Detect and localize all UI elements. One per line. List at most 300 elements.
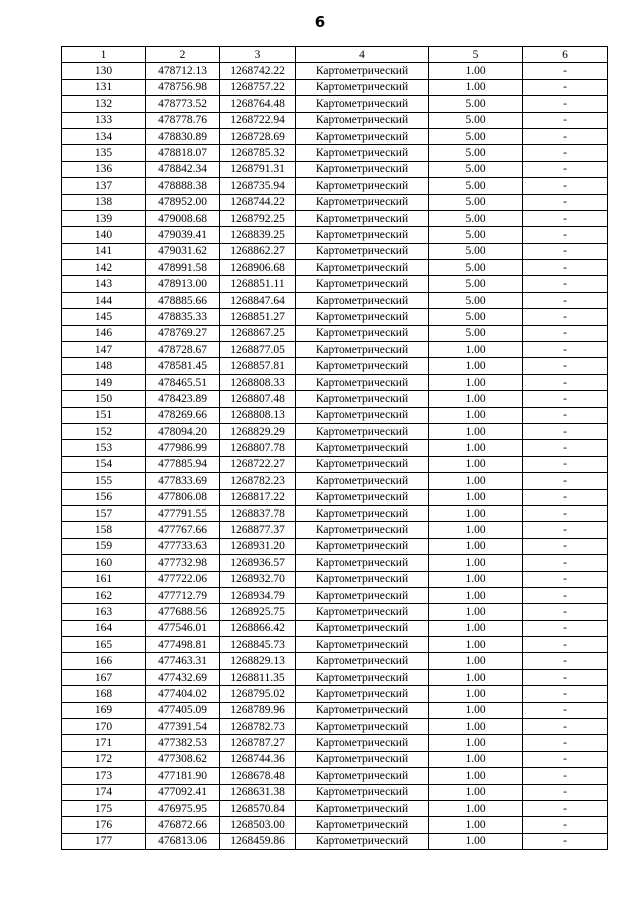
table-row bbox=[62, 800, 608, 816]
point-number-cell: 143 bbox=[62, 276, 146, 292]
y-coordinate-cell: 1268787.27 bbox=[220, 735, 296, 751]
column-header: 3 bbox=[220, 47, 296, 63]
y-coordinate-cell: 1268934.79 bbox=[220, 587, 296, 603]
point-number-cell: 145 bbox=[62, 309, 146, 325]
method-cell: Картометрический bbox=[296, 817, 429, 833]
description-cell: - bbox=[523, 784, 608, 800]
accuracy-cell: 1.00 bbox=[429, 391, 523, 407]
description-cell: - bbox=[523, 686, 608, 702]
description-cell: - bbox=[523, 194, 608, 210]
x-coordinate-cell: 477722.06 bbox=[146, 571, 220, 587]
description-cell: - bbox=[523, 96, 608, 112]
description-cell: - bbox=[523, 374, 608, 390]
accuracy-cell: 1.00 bbox=[429, 587, 523, 603]
point-number-cell: 156 bbox=[62, 489, 146, 505]
description-cell: - bbox=[523, 79, 608, 95]
point-number-cell: 130 bbox=[62, 63, 146, 79]
accuracy-cell: 1.00 bbox=[429, 817, 523, 833]
method-cell: Картометрический bbox=[296, 637, 429, 653]
y-coordinate-cell: 1268837.78 bbox=[220, 505, 296, 521]
x-coordinate-cell: 476813.06 bbox=[146, 833, 220, 849]
accuracy-cell: 5.00 bbox=[429, 145, 523, 161]
x-coordinate-cell: 477092.41 bbox=[146, 784, 220, 800]
method-cell: Картометрический bbox=[296, 145, 429, 161]
table-row bbox=[62, 686, 608, 702]
method-cell: Картометрический bbox=[296, 292, 429, 308]
y-coordinate-cell: 1268808.33 bbox=[220, 374, 296, 390]
method-cell: Картометрический bbox=[296, 194, 429, 210]
table-row bbox=[62, 833, 608, 849]
accuracy-cell: 1.00 bbox=[429, 719, 523, 735]
description-cell: - bbox=[523, 210, 608, 226]
description-cell: - bbox=[523, 620, 608, 636]
table-row bbox=[62, 538, 608, 554]
accuracy-cell: 1.00 bbox=[429, 505, 523, 521]
point-number-cell: 134 bbox=[62, 128, 146, 144]
point-number-cell: 144 bbox=[62, 292, 146, 308]
x-coordinate-cell: 478094.20 bbox=[146, 423, 220, 439]
point-number-cell: 159 bbox=[62, 538, 146, 554]
method-cell: Картометрический bbox=[296, 309, 429, 325]
y-coordinate-cell: 1268735.94 bbox=[220, 178, 296, 194]
x-coordinate-cell: 477688.56 bbox=[146, 604, 220, 620]
x-coordinate-cell: 477391.54 bbox=[146, 719, 220, 735]
y-coordinate-cell: 1268782.23 bbox=[220, 473, 296, 489]
accuracy-cell: 1.00 bbox=[429, 538, 523, 554]
x-coordinate-cell: 477546.01 bbox=[146, 620, 220, 636]
x-coordinate-cell: 478830.89 bbox=[146, 128, 220, 144]
table-row bbox=[62, 456, 608, 472]
accuracy-cell: 5.00 bbox=[429, 325, 523, 341]
accuracy-cell: 5.00 bbox=[429, 161, 523, 177]
accuracy-cell: 5.00 bbox=[429, 112, 523, 128]
accuracy-cell: 1.00 bbox=[429, 456, 523, 472]
table-row bbox=[62, 571, 608, 587]
method-cell: Картометрический bbox=[296, 571, 429, 587]
x-coordinate-cell: 477181.90 bbox=[146, 768, 220, 784]
column-header: 5 bbox=[429, 47, 523, 63]
y-coordinate-cell: 1268839.25 bbox=[220, 227, 296, 243]
description-cell: - bbox=[523, 325, 608, 341]
x-coordinate-cell: 477432.69 bbox=[146, 669, 220, 685]
y-coordinate-cell: 1268931.20 bbox=[220, 538, 296, 554]
description-cell: - bbox=[523, 800, 608, 816]
point-number-cell: 139 bbox=[62, 210, 146, 226]
accuracy-cell: 1.00 bbox=[429, 489, 523, 505]
method-cell: Картометрический bbox=[296, 178, 429, 194]
y-coordinate-cell: 1268570.84 bbox=[220, 800, 296, 816]
accuracy-cell: 1.00 bbox=[429, 358, 523, 374]
y-coordinate-cell: 1268757.22 bbox=[220, 79, 296, 95]
y-coordinate-cell: 1268678.48 bbox=[220, 768, 296, 784]
x-coordinate-cell: 478756.98 bbox=[146, 79, 220, 95]
point-number-cell: 149 bbox=[62, 374, 146, 390]
accuracy-cell: 1.00 bbox=[429, 522, 523, 538]
method-cell: Картометрический bbox=[296, 456, 429, 472]
description-cell: - bbox=[523, 63, 608, 79]
description-cell: - bbox=[523, 702, 608, 718]
table-row bbox=[62, 440, 608, 456]
y-coordinate-cell: 1268742.22 bbox=[220, 63, 296, 79]
table-row bbox=[62, 178, 608, 194]
x-coordinate-cell: 477733.63 bbox=[146, 538, 220, 554]
x-coordinate-cell: 478581.45 bbox=[146, 358, 220, 374]
method-cell: Картометрический bbox=[296, 555, 429, 571]
point-number-cell: 154 bbox=[62, 456, 146, 472]
description-cell: - bbox=[523, 833, 608, 849]
description-cell: - bbox=[523, 489, 608, 505]
method-cell: Картометрический bbox=[296, 489, 429, 505]
method-cell: Картометрический bbox=[296, 210, 429, 226]
accuracy-cell: 5.00 bbox=[429, 276, 523, 292]
description-cell: - bbox=[523, 161, 608, 177]
column-header: 4 bbox=[296, 47, 429, 63]
description-cell: - bbox=[523, 276, 608, 292]
method-cell: Картометрический bbox=[296, 374, 429, 390]
y-coordinate-cell: 1268722.27 bbox=[220, 456, 296, 472]
y-coordinate-cell: 1268795.02 bbox=[220, 686, 296, 702]
x-coordinate-cell: 478269.66 bbox=[146, 407, 220, 423]
method-cell: Картометрический bbox=[296, 128, 429, 144]
table-row bbox=[62, 63, 608, 79]
x-coordinate-cell: 478888.38 bbox=[146, 178, 220, 194]
y-coordinate-cell: 1268728.69 bbox=[220, 128, 296, 144]
y-coordinate-cell: 1268932.70 bbox=[220, 571, 296, 587]
x-coordinate-cell: 477806.08 bbox=[146, 489, 220, 505]
point-number-cell: 168 bbox=[62, 686, 146, 702]
x-coordinate-cell: 477885.94 bbox=[146, 456, 220, 472]
method-cell: Картометрический bbox=[296, 784, 429, 800]
point-number-cell: 136 bbox=[62, 161, 146, 177]
table-row bbox=[62, 391, 608, 407]
table-row bbox=[62, 276, 608, 292]
column-header: 1 bbox=[62, 47, 146, 63]
point-number-cell: 153 bbox=[62, 440, 146, 456]
accuracy-cell: 1.00 bbox=[429, 342, 523, 358]
table-row bbox=[62, 358, 608, 374]
method-cell: Картометрический bbox=[296, 79, 429, 95]
x-coordinate-cell: 478913.00 bbox=[146, 276, 220, 292]
description-cell: - bbox=[523, 440, 608, 456]
accuracy-cell: 1.00 bbox=[429, 800, 523, 816]
point-number-cell: 174 bbox=[62, 784, 146, 800]
x-coordinate-cell: 477463.31 bbox=[146, 653, 220, 669]
y-coordinate-cell: 1268925.75 bbox=[220, 604, 296, 620]
point-number-cell: 162 bbox=[62, 587, 146, 603]
table-body bbox=[62, 63, 608, 850]
method-cell: Картометрический bbox=[296, 391, 429, 407]
table-row bbox=[62, 374, 608, 390]
table-row bbox=[62, 473, 608, 489]
table-row bbox=[62, 112, 608, 128]
description-cell: - bbox=[523, 522, 608, 538]
method-cell: Картометрический bbox=[296, 800, 429, 816]
x-coordinate-cell: 478818.07 bbox=[146, 145, 220, 161]
description-cell: - bbox=[523, 817, 608, 833]
y-coordinate-cell: 1268867.25 bbox=[220, 325, 296, 341]
point-number-cell: 171 bbox=[62, 735, 146, 751]
accuracy-cell: 1.00 bbox=[429, 637, 523, 653]
method-cell: Картометрический bbox=[296, 538, 429, 554]
description-cell: - bbox=[523, 751, 608, 767]
x-coordinate-cell: 477308.62 bbox=[146, 751, 220, 767]
point-number-cell: 151 bbox=[62, 407, 146, 423]
y-coordinate-cell: 1268877.05 bbox=[220, 342, 296, 358]
method-cell: Картометрический bbox=[296, 620, 429, 636]
method-cell: Картометрический bbox=[296, 227, 429, 243]
y-coordinate-cell: 1268851.11 bbox=[220, 276, 296, 292]
accuracy-cell: 5.00 bbox=[429, 260, 523, 276]
y-coordinate-cell: 1268829.29 bbox=[220, 423, 296, 439]
table-row bbox=[62, 604, 608, 620]
point-number-cell: 177 bbox=[62, 833, 146, 849]
point-number-cell: 169 bbox=[62, 702, 146, 718]
accuracy-cell: 5.00 bbox=[429, 227, 523, 243]
coordinates-table bbox=[61, 46, 608, 850]
point-number-cell: 165 bbox=[62, 637, 146, 653]
x-coordinate-cell: 478423.89 bbox=[146, 391, 220, 407]
accuracy-cell: 1.00 bbox=[429, 423, 523, 439]
x-coordinate-cell: 478769.27 bbox=[146, 325, 220, 341]
description-cell: - bbox=[523, 473, 608, 489]
description-cell: - bbox=[523, 178, 608, 194]
point-number-cell: 142 bbox=[62, 260, 146, 276]
x-coordinate-cell: 477767.66 bbox=[146, 522, 220, 538]
description-cell: - bbox=[523, 538, 608, 554]
x-coordinate-cell: 478991.58 bbox=[146, 260, 220, 276]
accuracy-cell: 1.00 bbox=[429, 407, 523, 423]
point-number-cell: 167 bbox=[62, 669, 146, 685]
y-coordinate-cell: 1268847.64 bbox=[220, 292, 296, 308]
method-cell: Картометрический bbox=[296, 325, 429, 341]
y-coordinate-cell: 1268857.81 bbox=[220, 358, 296, 374]
description-cell: - bbox=[523, 669, 608, 685]
method-cell: Картометрический bbox=[296, 751, 429, 767]
description-cell: - bbox=[523, 243, 608, 259]
table-row bbox=[62, 555, 608, 571]
accuracy-cell: 1.00 bbox=[429, 555, 523, 571]
method-cell: Картометрический bbox=[296, 768, 429, 784]
table-row bbox=[62, 669, 608, 685]
method-cell: Картометрический bbox=[296, 342, 429, 358]
x-coordinate-cell: 478885.66 bbox=[146, 292, 220, 308]
y-coordinate-cell: 1268807.78 bbox=[220, 440, 296, 456]
description-cell: - bbox=[523, 555, 608, 571]
y-coordinate-cell: 1268789.96 bbox=[220, 702, 296, 718]
y-coordinate-cell: 1268829.13 bbox=[220, 653, 296, 669]
table-row bbox=[62, 309, 608, 325]
y-coordinate-cell: 1268744.36 bbox=[220, 751, 296, 767]
point-number-cell: 160 bbox=[62, 555, 146, 571]
x-coordinate-cell: 477986.99 bbox=[146, 440, 220, 456]
table-row bbox=[62, 292, 608, 308]
method-cell: Картометрический bbox=[296, 276, 429, 292]
method-cell: Картометрический bbox=[296, 719, 429, 735]
table-row bbox=[62, 325, 608, 341]
x-coordinate-cell: 477833.69 bbox=[146, 473, 220, 489]
description-cell: - bbox=[523, 342, 608, 358]
point-number-cell: 170 bbox=[62, 719, 146, 735]
method-cell: Картометрический bbox=[296, 161, 429, 177]
accuracy-cell: 1.00 bbox=[429, 440, 523, 456]
y-coordinate-cell: 1268862.27 bbox=[220, 243, 296, 259]
accuracy-cell: 5.00 bbox=[429, 194, 523, 210]
accuracy-cell: 5.00 bbox=[429, 178, 523, 194]
accuracy-cell: 5.00 bbox=[429, 96, 523, 112]
method-cell: Картометрический bbox=[296, 112, 429, 128]
description-cell: - bbox=[523, 423, 608, 439]
table-row bbox=[62, 784, 608, 800]
point-number-cell: 152 bbox=[62, 423, 146, 439]
y-coordinate-cell: 1268811.35 bbox=[220, 669, 296, 685]
method-cell: Картометрический bbox=[296, 702, 429, 718]
point-number-cell: 161 bbox=[62, 571, 146, 587]
method-cell: Картометрический bbox=[296, 833, 429, 849]
description-cell: - bbox=[523, 571, 608, 587]
point-number-cell: 148 bbox=[62, 358, 146, 374]
description-cell: - bbox=[523, 227, 608, 243]
method-cell: Картометрический bbox=[296, 735, 429, 751]
x-coordinate-cell: 478712.13 bbox=[146, 63, 220, 79]
table-row bbox=[62, 489, 608, 505]
accuracy-cell: 5.00 bbox=[429, 243, 523, 259]
table-row bbox=[62, 751, 608, 767]
accuracy-cell: 1.00 bbox=[429, 374, 523, 390]
method-cell: Картометрический bbox=[296, 358, 429, 374]
table-row bbox=[62, 620, 608, 636]
table-row bbox=[62, 260, 608, 276]
table-row bbox=[62, 702, 608, 718]
method-cell: Картометрический bbox=[296, 473, 429, 489]
accuracy-cell: 5.00 bbox=[429, 292, 523, 308]
table-row bbox=[62, 719, 608, 735]
table-row bbox=[62, 423, 608, 439]
description-cell: - bbox=[523, 407, 608, 423]
x-coordinate-cell: 477405.09 bbox=[146, 702, 220, 718]
description-cell: - bbox=[523, 112, 608, 128]
description-cell: - bbox=[523, 505, 608, 521]
x-coordinate-cell: 477382.53 bbox=[146, 735, 220, 751]
x-coordinate-cell: 479039.41 bbox=[146, 227, 220, 243]
y-coordinate-cell: 1268764.48 bbox=[220, 96, 296, 112]
point-number-cell: 140 bbox=[62, 227, 146, 243]
description-cell: - bbox=[523, 768, 608, 784]
x-coordinate-cell: 478842.34 bbox=[146, 161, 220, 177]
point-number-cell: 163 bbox=[62, 604, 146, 620]
table-row bbox=[62, 342, 608, 358]
x-coordinate-cell: 478952.00 bbox=[146, 194, 220, 210]
point-number-cell: 164 bbox=[62, 620, 146, 636]
point-number-cell: 157 bbox=[62, 505, 146, 521]
y-coordinate-cell: 1268866.42 bbox=[220, 620, 296, 636]
point-number-cell: 141 bbox=[62, 243, 146, 259]
accuracy-cell: 1.00 bbox=[429, 702, 523, 718]
y-coordinate-cell: 1268785.32 bbox=[220, 145, 296, 161]
description-cell: - bbox=[523, 587, 608, 603]
x-coordinate-cell: 477732.98 bbox=[146, 555, 220, 571]
method-cell: Картометрический bbox=[296, 407, 429, 423]
y-coordinate-cell: 1268782.73 bbox=[220, 719, 296, 735]
point-number-cell: 176 bbox=[62, 817, 146, 833]
description-cell: - bbox=[523, 358, 608, 374]
point-number-cell: 146 bbox=[62, 325, 146, 341]
y-coordinate-cell: 1268936.57 bbox=[220, 555, 296, 571]
y-coordinate-cell: 1268792.25 bbox=[220, 210, 296, 226]
table-row bbox=[62, 145, 608, 161]
point-number-cell: 172 bbox=[62, 751, 146, 767]
y-coordinate-cell: 1268906.68 bbox=[220, 260, 296, 276]
description-cell: - bbox=[523, 735, 608, 751]
table-row bbox=[62, 194, 608, 210]
accuracy-cell: 1.00 bbox=[429, 686, 523, 702]
y-coordinate-cell: 1268845.73 bbox=[220, 637, 296, 653]
x-coordinate-cell: 478773.52 bbox=[146, 96, 220, 112]
x-coordinate-cell: 478778.76 bbox=[146, 112, 220, 128]
method-cell: Картометрический bbox=[296, 243, 429, 259]
table-header-row bbox=[62, 47, 608, 63]
y-coordinate-cell: 1268817.22 bbox=[220, 489, 296, 505]
method-cell: Картометрический bbox=[296, 260, 429, 276]
table-row bbox=[62, 522, 608, 538]
method-cell: Картометрический bbox=[296, 63, 429, 79]
point-number-cell: 166 bbox=[62, 653, 146, 669]
table-row bbox=[62, 243, 608, 259]
accuracy-cell: 1.00 bbox=[429, 620, 523, 636]
description-cell: - bbox=[523, 391, 608, 407]
point-number-cell: 132 bbox=[62, 96, 146, 112]
x-coordinate-cell: 479031.62 bbox=[146, 243, 220, 259]
table-row bbox=[62, 587, 608, 603]
accuracy-cell: 1.00 bbox=[429, 79, 523, 95]
method-cell: Картометрический bbox=[296, 686, 429, 702]
table-row bbox=[62, 735, 608, 751]
y-coordinate-cell: 1268631.38 bbox=[220, 784, 296, 800]
table-row bbox=[62, 128, 608, 144]
accuracy-cell: 1.00 bbox=[429, 571, 523, 587]
table-row bbox=[62, 161, 608, 177]
y-coordinate-cell: 1268851.27 bbox=[220, 309, 296, 325]
method-cell: Картометрический bbox=[296, 522, 429, 538]
description-cell: - bbox=[523, 653, 608, 669]
column-header: 6 bbox=[523, 47, 608, 63]
point-number-cell: 147 bbox=[62, 342, 146, 358]
x-coordinate-cell: 476975.95 bbox=[146, 800, 220, 816]
accuracy-cell: 1.00 bbox=[429, 63, 523, 79]
column-header: 2 bbox=[146, 47, 220, 63]
y-coordinate-cell: 1268877.37 bbox=[220, 522, 296, 538]
table-row bbox=[62, 768, 608, 784]
y-coordinate-cell: 1268722.94 bbox=[220, 112, 296, 128]
accuracy-cell: 1.00 bbox=[429, 768, 523, 784]
point-number-cell: 138 bbox=[62, 194, 146, 210]
accuracy-cell: 1.00 bbox=[429, 751, 523, 767]
method-cell: Картометрический bbox=[296, 669, 429, 685]
point-number-cell: 150 bbox=[62, 391, 146, 407]
point-number-cell: 133 bbox=[62, 112, 146, 128]
y-coordinate-cell: 1268807.48 bbox=[220, 391, 296, 407]
x-coordinate-cell: 477404.02 bbox=[146, 686, 220, 702]
point-number-cell: 173 bbox=[62, 768, 146, 784]
description-cell: - bbox=[523, 309, 608, 325]
table-row bbox=[62, 96, 608, 112]
x-coordinate-cell: 478835.33 bbox=[146, 309, 220, 325]
accuracy-cell: 5.00 bbox=[429, 210, 523, 226]
page-number: 6 bbox=[314, 13, 326, 31]
method-cell: Картометрический bbox=[296, 423, 429, 439]
y-coordinate-cell: 1268808.13 bbox=[220, 407, 296, 423]
description-cell: - bbox=[523, 604, 608, 620]
method-cell: Картометрический bbox=[296, 587, 429, 603]
